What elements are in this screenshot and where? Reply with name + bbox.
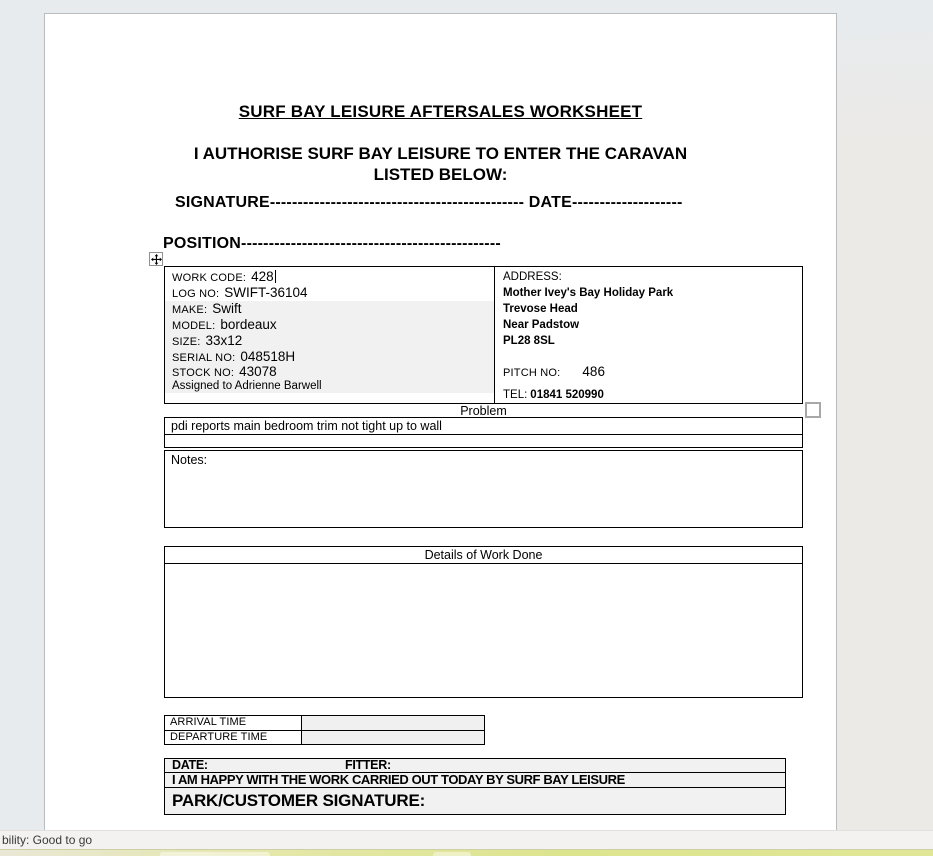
desktop-background-right [838,13,933,830]
taskbar-item-glow [160,852,270,856]
work-code-value: 428 [251,269,274,284]
table-move-handle-icon[interactable] [149,252,163,266]
tel-row [503,388,604,402]
stock-no-value: 43078 [239,364,277,379]
assigned-to-line: Assigned to Adrienne Barwell [172,380,322,392]
serial-no-label: SERIAL NO: [172,352,236,364]
signoff-table [164,758,786,815]
stock-no-label: STOCK NO: [172,367,235,379]
log-no-value: SWIFT-36104 [224,285,308,300]
address-line-1: Mother Ivey's Bay Holiday Park [503,287,674,299]
log-no-row [165,285,494,301]
park-customer-signature-row: PARK/CUSTOMER SIGNATURE: [172,791,426,810]
authorisation-statement [45,143,836,185]
arrival-time-label: ARRIVAL TIME [165,716,302,730]
arrival-time-value-cell [302,716,484,730]
times-table [164,715,485,745]
pitch-no-label: PITCH NO: [503,367,561,379]
problem-table [164,417,803,528]
work-code-row [165,269,494,285]
problem-entry-row: pdi reports main bedroom trim not tight up to wall [164,417,803,435]
notes-box: Notes: [164,450,803,528]
position-line: POSITION----------------------------------------------- [163,235,501,252]
authorisation-line-2: LISTED BELOW: [373,165,508,184]
address-line-2: Trevose Head [503,303,578,315]
log-no-label: LOG NO: [172,288,220,300]
model-row [165,317,494,333]
make-label: MAKE: [172,304,208,316]
date-fitter-row [165,759,785,773]
departure-time-value-cell [302,731,484,744]
accessibility-status-text: bility: Good to go [2,833,93,847]
address-line-3: Near Padstow [503,319,580,331]
size-value: 33x12 [205,333,243,348]
pitch-no-value: 486 [582,364,605,379]
signature-date-line: SIGNATURE---------------------------------------------- DATE-------------------- [175,194,683,211]
caravan-details-cell [165,267,495,403]
departure-time-label: DEPARTURE TIME [165,731,302,744]
problem-header: Problem [460,404,507,418]
work-done-table [164,546,803,698]
accessibility-status-bar[interactable] [0,830,933,849]
model-label: MODEL: [172,320,216,332]
shaded-details-block [165,301,494,393]
serial-no-row [165,349,494,364]
authorisation-line-1: I AUTHORISE SURF BAY LEISURE TO ENTER THE CARAVAN [193,144,688,163]
address-cell [495,267,802,403]
pitch-no-row [503,364,802,379]
size-row [165,333,494,349]
departure-time-row [165,730,484,744]
move-cross-icon [151,254,162,265]
tel-value: 01841 520990 [530,389,604,401]
work-code-label: WORK CODE: [172,272,247,284]
address-line-4: PL28 8SL [503,335,555,347]
work-done-header: Details of Work Done [165,547,802,564]
text-cursor [275,270,276,283]
stock-no-row [165,364,494,379]
make-row [165,301,494,317]
tel-label: TEL: [503,389,528,401]
fitter-label: FITTER: [345,758,391,772]
model-value: bordeaux [220,317,277,332]
taskbar-edge [0,849,933,856]
make-value: Swift [212,301,242,316]
problem-empty-row [164,435,803,448]
address-label: ADDRESS: [503,271,562,283]
happy-statement-row: I AM HAPPY WITH THE WORK CARRIED OUT TODAY BY SURF BAY LEISURE [165,773,785,788]
table-resize-handle[interactable] [805,402,821,418]
caravan-info-table [164,266,803,404]
size-label: SIZE: [172,336,201,348]
taskbar-item-glow [433,852,471,856]
serial-no-value: 048518H [240,349,296,364]
date-label: DATE: [172,758,208,772]
document-title: SURF BAY LEISURE AFTERSALES WORKSHEET [238,102,643,121]
document-page [44,13,837,830]
arrival-time-row [165,716,484,730]
